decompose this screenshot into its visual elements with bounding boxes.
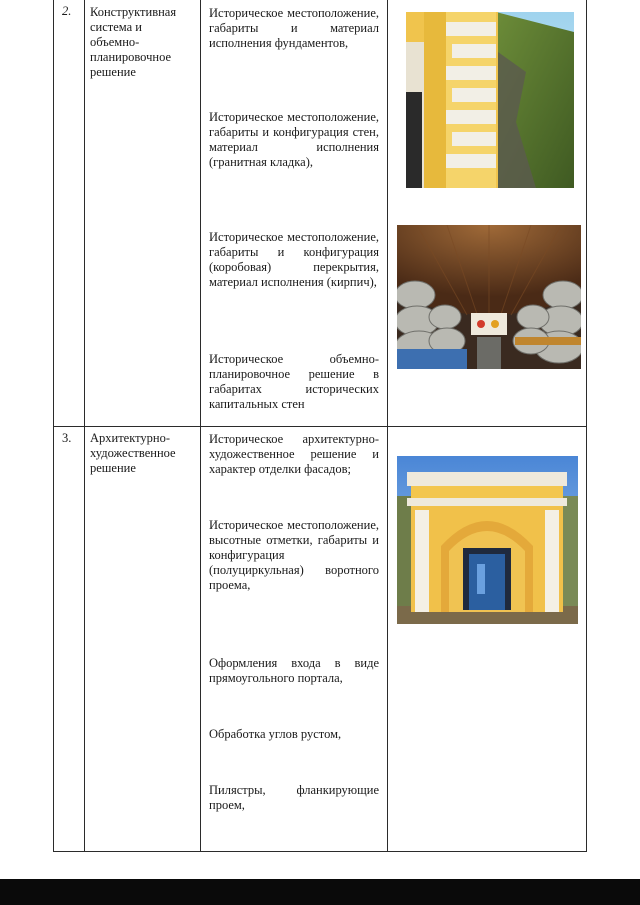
requirement-item: Историческое местоположение, габариты и материал исполнения фундаментов, [209,6,379,50]
requirement-item: Обработка углов рустом, [209,727,342,741]
row-title: Конструктивная система и объемно-планировочное решение [90,5,177,79]
vaulted-interior-photo [397,225,581,369]
row-number: 2. [62,4,72,18]
row-title: Архитектурно-художественное решение [90,431,176,475]
requirement-item: Пилястры, фланкирующие проем, [209,783,379,812]
table-border-bottom [53,851,587,852]
row-number: 3. [62,431,72,445]
requirement-item: Историческое объемно-планировочное решение в габаритах исторических капитальных стен [209,352,379,411]
row-divider [53,426,587,427]
facade-corner-photo [406,12,574,188]
requirement-item: Историческое местоположение, высотные отметки, габариты и конфигурация (полуциркульная) воротного проема, [209,518,379,592]
requirement-item: Историческое местоположение, габариты и конфигурация (коробовая) перекрытия, материал исполнения (кирпич), [209,230,379,289]
requirement-item: Историческое местоположение, габариты и конфигурация стен, материал исполнения (гранитная кладка), [209,110,379,169]
requirement-item: Оформления входа в виде прямоугольного портала, [209,656,379,685]
scan-edge-bar [0,879,640,905]
requirement-item: Историческое архитектурно-художественное решение и характер отделки фасадов; [209,432,379,476]
gate-facade-photo [397,456,578,624]
